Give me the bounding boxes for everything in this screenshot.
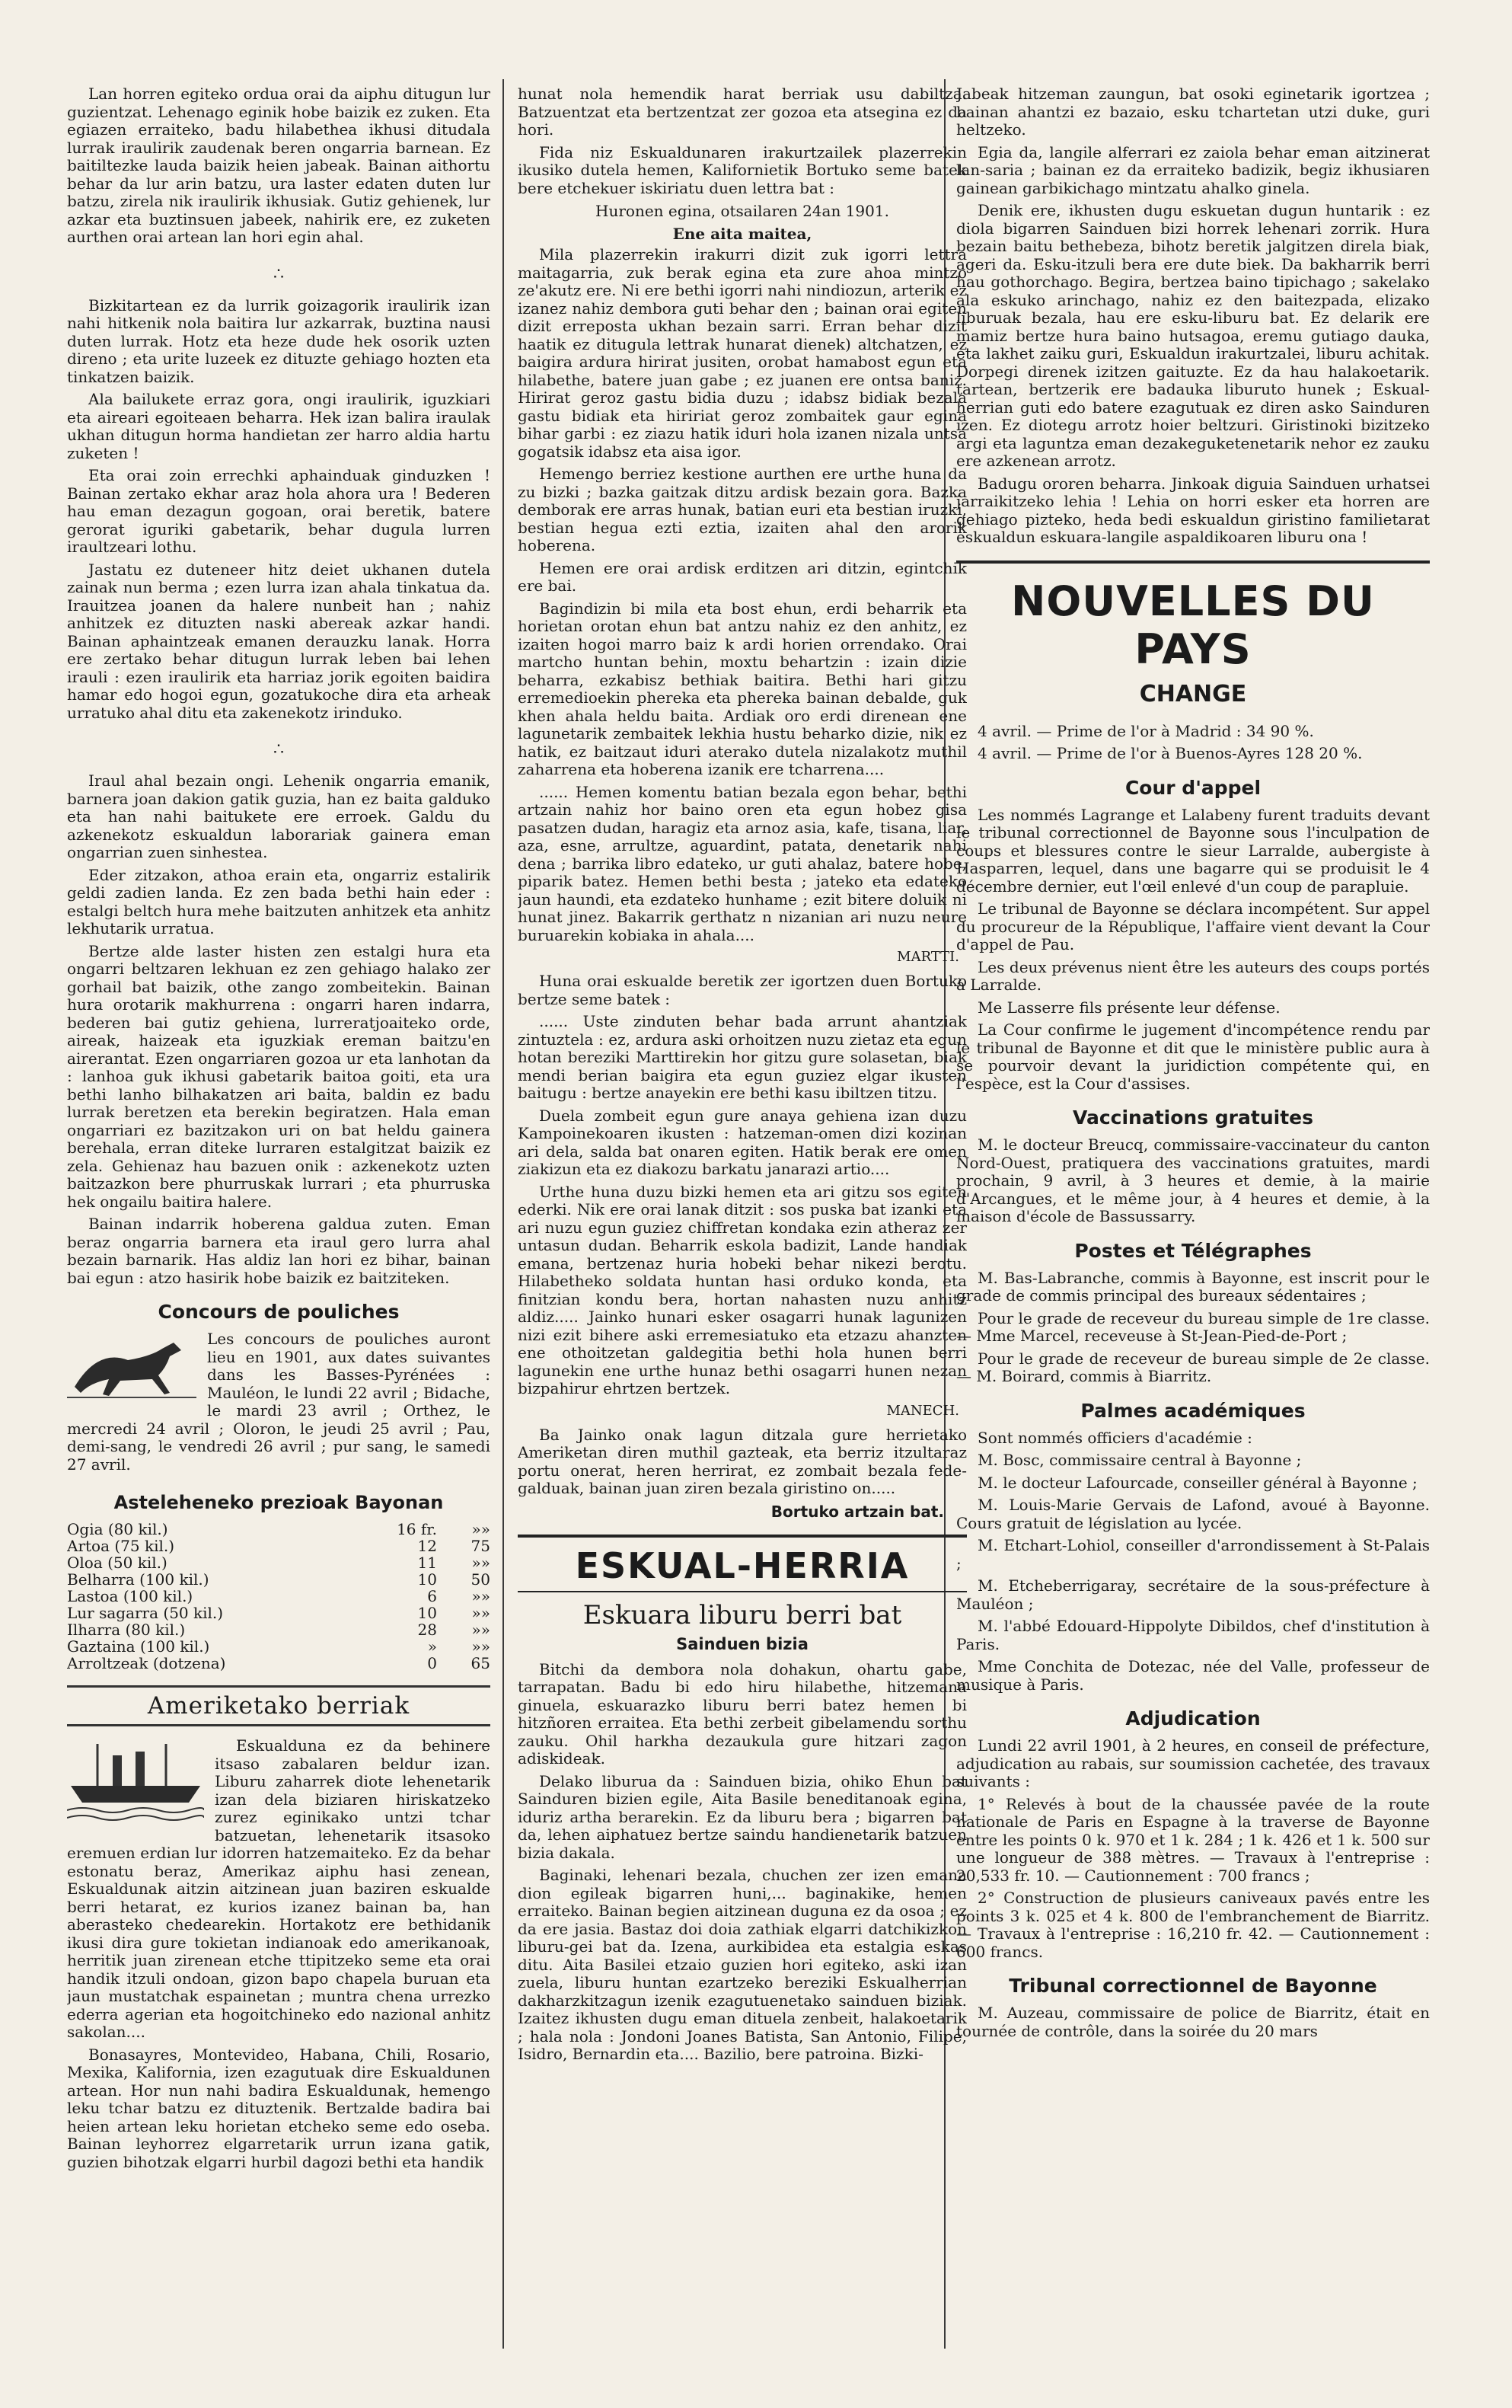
price-table [67, 1521, 490, 1672]
price-item: Gaztaina (100 kil.) [67, 1637, 210, 1656]
paragraph: Ala bailukete erraz gora, ongi iraulirik, iguzkiari eta aireari egoiteaen beharra. Hek izan balira iraulak ukhan ditugun horma handietan zer harro aldia hartu zuketen ! [67, 390, 490, 462]
price-row [67, 1588, 490, 1605]
price-cents: »» [471, 1604, 490, 1622]
price-row [67, 1605, 490, 1621]
paragraph: Urthe huna duzu bizki hemen eta ari gitzu sos egiten ederki. Nik ere orai lanak ditzit : sos puska bat izanki eta ari nuzu egun guziez chiffretan kondaka ezin atheraz zer untasun dudan. Beharrik eskola badizit, Lande handiak emana, bertzenaz huria hobeki behar nikezi berotu. Hilabetheko soldata huntan hasi orduko konda, eta finitzian kondu bera, hortan nahasten nuzu anhitz aldiz..... Jainko hunari esker osagarri hunak lagunizen nizi ezit bihere aski erremesiatuko eta etzazu ahanzten ene othoitzetan galdegitia bethi hola hunen berri lagunekin ene urthe hunaz bethi osagarri hunen nezan bizpahirur ehrtzen bertzek. [518, 1182, 967, 1397]
paragraph: Eta orai zoin errechki aphainduak ginduzken ! Bainan zertako ekhar araz hola ahora ura ! Bederen hau eman dezagun gogoan, orai beretik, batere gerorat iguriki gabetarik, behar dugula lurren iraultzeari lothu. [67, 466, 490, 556]
paragraph: Egia da, langile alferrari ez zaiola behar eman aitzinerat lan-saria ; bainan ez da erraiteko badizik, begiz ikhusiaren gainean garbikichago mintzatu ahalko ginela. [956, 142, 1430, 197]
adjudication-heading: Adjudication [1125, 1707, 1261, 1729]
paragraph: Baginaki, lehenari bezala, chuchen zer izen emana dion egileak bigarren huni,... baginakike, hemen erraiteko. Bainan begien aitzinean duguna ez da osoa ; ez da ere jasia. Bastaz doi doia zathiak elgarri datchikizkon liburu-gei bat da. Izena, aurkibidea eta estalgia eskas ditu. Aita Basilei etzaio guzien hori egiteko, aski izan zuela, liburu huntan ezartzeko bereziki Eskualherrian dakharzkitzagun izenik ezagutuenetako sainduen biziak. Izaitez ikhusten dugu eman dituela zenbeit, halakoetarik ; hala nola : Jondoni Joanes Batista, San Antonio, Filipe, Isidro, Bernardin eta.... Bazilio, bere patroina. Bizki- [518, 1866, 967, 2063]
paragraph: 4 avril. — Prime de l'or à Madrid : 34 90 %. [978, 721, 1314, 740]
price-value: 6 [427, 1587, 437, 1605]
paragraph: Bonasayres, Montevideo, Habana, Chili, Rosario, Mexika, Kalifornia, izen ezagutuak dire Eskualdunen artean. Hor nun nahi badira Eskualdunak, hemengo leku tchar batzu ez dituztenik. Bertzalde badira bai heien artean leku horietan etcheko seme edo oseba. Bainan leyhorrez elgarretarik urrun izana gatik, guzien bihotzak elgarri hurbil dagozi bethi eta handik [67, 2045, 490, 2171]
price-value: 0 [427, 1654, 437, 1672]
paragraph: M. Etchart-Lohiol, conseiller d'arrondissement à St-Palais ; [956, 1536, 1430, 1573]
price-row [67, 1638, 490, 1655]
price-item: Ilharra (80 kil.) [67, 1621, 186, 1639]
paragraph: Denik ere, ikhusten dugu eskuetan dugun huntarik : ez diola bigarren Sainduen bizi horrek lehenari zorrik. Hura bezain baitu bethebeza, bihotz beretik jalgitzen direla biak, ageri da. Esku-itzuli bera ere dute biek. Da bakharrik berri hau gothorchago. Begira, bertzea baino tipichago ; sakelako ala eskuko arinchago, nahiz ez den baitezpada, elizako liburuak bezala, hau ere esku-liburu bat. Ez delarik ere mamiz bertze hura baino hutsagoa, eremu gutiago dauka, eta lakhet zaiku guri, Eskualdun irakurtzalei, liburu achitak. Dorpegi direnek izitzen gaituzte. Ez da hau halakoetarik. tartean, bertzerik ere badauka liburuto hunek ; Eskual-herrian guti edo batere ezagutuak ez diren asko Sainduren izen. Ez diotegu arrotz hoier beltzuri. Giristinoki bizitzeko argi eta laguntza eman dezakeguketenetarik nehor ez zauku ere azkenean arrotz. [956, 201, 1430, 470]
section-heading: NOUVELLES DU PAYS [956, 560, 1430, 673]
paragraph: Bertze alde laster histen zen estalgi hura eta ongarri beltzaren lekhuan ez zen gehiago halako zer gorhail bat baizik, othe zango zombeitekin. Bainan hura orotarik makhurrena : ongarri haren indarra, bederen bai gutiz gehiena, lurreratjoaiteko orde, aireak, haizeak eta iguzkiak ereman baitzu'en airerantat. Ezen ongarriaren gozoa ur eta lanhotan da : lanhoa guk ikhusi gabetarik baitoa goiti, eta ura bethi lanho bilhakatzen ari baita, baldin ez badu lurrak beretzen eta berekin begiratzen. Hala eman ongarriari ez bazitzakon uri on bat heldu gainera berehala, erran diteke lurraren estalgitzat baizik ez zela. Gehienaz hau bazuen onik : azkenekotz uzten baitzazkon bere phurruskak lurrari ; eta phurruska hek ongailu baitira halere. [67, 941, 490, 1211]
prices-heading: Asteleheneko prezioak Bayonan [113, 1492, 444, 1513]
price-value: 28 [417, 1621, 437, 1639]
paragraph: Iraul ahal bezain ongi. Lehenik ongarria emanik, barnera joan dakion gatik guzia, han ez baita galduko eta han nahi baitukete ere erroek. Galdu du azkenekotz eskualdun laborariak gainera eman ongarrian zuen sinhestea. [67, 771, 490, 861]
price-row [67, 1655, 490, 1672]
ship-illustration [67, 1740, 204, 1827]
paragraph: La Cour confirme le jugement d'incompétence rendu par le tribunal de Bayonne et dit que le ministère public aura à se pourvoir devant la juridiction compétente qui, en l'espèce, est la Cour d'assises. [956, 1020, 1430, 1093]
price-cents: »» [471, 1637, 490, 1656]
price-item: Artoa (75 kil.) [67, 1537, 175, 1555]
paragraph: M. Etcheberrigaray, secrétaire de la sous-préfecture à Mauléon ; [956, 1576, 1430, 1613]
section-separator: ∴ [273, 740, 284, 759]
paragraph: Mme Conchita de Dotezac, née del Valle, professeur de musique à Paris. [956, 1657, 1430, 1694]
price-cents: 50 [471, 1570, 490, 1589]
signature: MARTTI. [897, 949, 959, 965]
paragraph: Les deux prévenus nient être les auteurs des coups portés à Larralde. [956, 957, 1430, 994]
paragraph: Bitchi da dembora nola dohakun, ohartu gabe, tarrapatan. Badu bi edo hiru hilabethe, hitzemana ginuela, eskuarazko liburu berri batez hemen bi hitzñoren erraitea. Eta bethi zerbeit gibelamendu sorthu zauku. Ohil harkha dezaukula gure hitzari zagon adiskideak. [518, 1659, 967, 1768]
paragraph: hunat nola hemendik harat berriak usu dabiltza. Batzuentzat eta bertzentzat zer gozoa eta atsegina ez da hori. [518, 85, 967, 139]
price-value: 10 [417, 1604, 437, 1622]
price-item: Belharra (100 kil.) [67, 1570, 209, 1589]
paragraph: Ba Jainko onak lagun ditzala gure herrietako Ameriketan diren muthil gazteak, eta berriz itzultaraz portu onerat, heren herrirat, ez zombait bezala fede-galduak, bainan juan ziren bezala giristino on..... [518, 1425, 967, 1497]
paragraph: Le tribunal de Bayonne se déclara incompétent. Sur appel du procureur de la République, l'affaire vient devant la Cour d'appel de Pau. [956, 899, 1430, 953]
paragraph: 1° Relevés à bout de la chaussée pavée de la route nationale de Paris en Espagne à la traverse de Bayonne entre les points 0 k. 970 et 1 k. 284 ; 1 k. 426 et 1 k. 500 sur une longueur de 388 mètres. — Travaux à l'entreprise : 20,533 fr. 10. — Cautionnement : 700 francs ; [956, 1794, 1430, 1885]
price-cents: »» [471, 1520, 490, 1538]
price-value: 10 [417, 1570, 437, 1589]
change-heading: CHANGE [1139, 680, 1247, 707]
price-item: Lur sagarra (50 kil.) [67, 1604, 224, 1622]
price-value: 11 [417, 1554, 437, 1572]
paragraph: Badugu ororen beharra. Jinkoak diguia Sainduen urhatsei jarraikitzeko lehia ! Lehia on horri esker eta horren are gehiago pizteko, heda bedi eskualdun giristino familietarat eskualdun eskuara-langile aspaldikoaren liburu ona ! [956, 474, 1430, 546]
paragraph: Pour le grade de receveur de bureau simple de 2e classe. — M. Boirard, commis à Biarritz. [956, 1349, 1430, 1385]
paragraph: Jabeak hitzeman zaungun, bat osoki eginetarik igortzea ; bainan ahantzi ez bazaio, esku tchartetan utzi duke, guri heltzeko. [956, 85, 1430, 139]
paragraph: M. le docteur Breucq, commissaire-vaccinateur du canton Nord-Ouest, pratiquera des vaccinations gratuites, mardi prochain, 9 avril, à 3 heures et demie, à la mairie d'Arcangues, et le même jour, à 4 heures et demie, à la maison d'école de Bassussarry. [956, 1135, 1430, 1225]
concours-text: Les concours de pouliches auront lieu en 1901, aux dates suivantes dans les Basses-Pyrénées : Mauléon, le lundi 22 avril ; Bidache, le mardi 23 avril ; Orthez, le mercredi 24 avril ; Oloron, le jeudi 25 avril ; Pau, demi-sang, le vendredi 26 avril ; pur sang, le samedi 27 avril. [67, 1330, 490, 1474]
vaccinations-heading: Vaccinations gratuites [1072, 1107, 1313, 1129]
paragraph: Jastatu ez duteneer hitz deiet ukhanen dutela zainak nun berma ; ezen lurra izan ahala tinkatua da. Irauitzea joanen da halere nunbeit han ; nahiz anhitzek ez dituzten naski abereak azkar handi. Bainan aphaintzeak emanen derauzku lanak. Horra ere zertako behar ditugun lurrak leben bai lehen irauli : ezen iraulirik eta harriaz jorik egoiten baidira hamar edo hogoi egun, gozatukoche dira eta arheak urratuko ahal ditu eta zakenekotz irinduko. [67, 560, 490, 722]
price-cents: »» [471, 1554, 490, 1572]
signature: Bortuko artzain bat. [770, 1502, 944, 1521]
paragraph: Pour le grade de receveur du bureau simple de 1re classe. — Mme Marcel, receveuse à St-Jean-Pied-de-Port ; [956, 1308, 1430, 1345]
paragraph: 4 avril. — Prime de l'or à Buenos-Ayres 128 20 %. [978, 744, 1363, 762]
paragraph: Huna orai eskualde beretik zer igortzen duen Bortuko bertze seme batek : [518, 972, 967, 1008]
section-separator: ∴ [273, 264, 284, 284]
paragraph: Hemengo berriez kestione aurthen ere urthe huna da zu bizki ; bazka gaitzak ditzu ardisk bezain gora. Bazka demborak ere arras hunak, batian euri eta bestian iruzki, bestian hegua ezti eztia, izaiten ahal den arorik hoberena. [518, 465, 967, 554]
paragraph: Lundi 22 avril 1901, à 2 heures, en conseil de préfecture, adjudication au rabais, sur soumission cachetée, des travaux suivants : [956, 1736, 1430, 1790]
price-cents: »» [471, 1621, 490, 1639]
paragraph: M. Bosc, commissaire central à Bayonne ; [978, 1451, 1302, 1469]
price-item: Oloa (50 kil.) [67, 1554, 167, 1572]
column-3 [956, 85, 1430, 2045]
article-title: Eskuara liburu berri bat [582, 1599, 902, 1630]
article-subtitle: Sainduen bizia [676, 1634, 809, 1653]
paragraph: Hemen ere orai ardisk erditzen ari ditzin, egintchik ere bai. [518, 558, 967, 595]
horse-illustration [67, 1333, 196, 1405]
postes-heading: Postes et Télégraphes [1074, 1239, 1312, 1262]
paragraph: Mila plazerrekin irakurri dizit zuk igorri lettra maitagarria, zuk berak egina eta zure ahoa mintzo ze'akutz ere. Ni ere bethi igorri nahi nindiozun, arterik ez izanez nahiz dembora guti behar den ; bainan orai egiten dizit erreposta ukhan bezain sarri. Erran behar dizit haatik ez ditugula lettrak hunarat dienek) altchatzen, ez baigira ardura hirirat jusiten, orobat hamabost egun eta hilabethe, batere juan gabe ; ez juanen ere ontsa baniz. Hirirat geroz gastu bidia duzu ; idabsz bidiak bezala gastu bidiak eta hiririat geroz zombaitek gaur egina bihar garbi : ez ziazu hatik iduri hola izanen nizala untsa gogatsik idabsz eta aisa igor. [518, 245, 967, 461]
paragraph: M. l'abbé Edouard-Hippolyte Dibildos, chef d'institution à Paris. [956, 1617, 1430, 1653]
paragraph: Me Lasserre fils présente leur défense. [978, 998, 1281, 1017]
price-item: Ogia (80 kil.) [67, 1520, 168, 1538]
letter-date: Huronen egina, otsailaren 24an 1901. [595, 202, 889, 220]
paragraph: Bagindizin bi mila eta bost ehun, erdi beharrik eta horietan orotan ehun bat antzu nahiz ez den anhitz, ez izaiten hogoi marro baiz k ardi horien orrendako. Orai martcho huntan behin, moxtu behartzin : izain dizie beharra, ezkabisz bethiak baitira. Bethi hari gitzu erremedioekin phereka eta phereka bainan debalde, guk khen ahala heldu baita. Ardiak oro erdi direnean ene lagunetarik zembaitek lekhia hustu beharko dizie, nik ez hatik, ez baitzaut iduri aterako dutela nizalakotz muthil zaharrena eta hoberena izanik ere tcharrena.... [518, 599, 967, 778]
letter-greeting: Ene aita maitea, [672, 225, 812, 243]
paragraph: Sont nommés officiers d'académie : [978, 1428, 1252, 1447]
eskual-herria-banner: ESKUAL-HERRIA [518, 1535, 967, 1592]
paragraph: Les nommés Lagrange et Lalabeny furent traduits devant le tribunal correctionnel de Bayonne sous l'inculpation de coups et blessures contre le sieur Larralde, aubergiste à Hasparren, lequel, dans une bagarre qui se produisit le 4 décembre dernier, eut l'œil enlevé d'un coup de parapluie. [956, 805, 1430, 896]
column-rule [502, 79, 504, 2349]
paragraph: M. Louis-Marie Gervais de Lafond, avoué à Bayonne. Cours gratuit de législation au lycée. [956, 1496, 1430, 1532]
paragraph: 2° Construction de plusieurs caniveaux pavés entre les points 3 k. 025 et 4 k. 800 de l'embranchement de Biarritz. — Travaux à l'entreprise : 16,210 fr. 42. — Cautionnement : 600 francs. [956, 1889, 1430, 1961]
price-value: » [427, 1637, 437, 1656]
column-2 [518, 85, 967, 2068]
price-row [67, 1554, 490, 1571]
price-row [67, 1521, 490, 1538]
price-value: 12 [417, 1537, 437, 1555]
paragraph: M. Auzeau, commissaire de police de Biarritz, était en tournée de contrôle, dans la soirée du 20 mars [956, 2004, 1430, 2040]
price-value: 16 fr. [397, 1520, 437, 1538]
paragraph: Bizkitartean ez da lurrik goizagorik iraulirik izan nahi hitkenik nola baitira lur azkarrak, buztina nausi duten lurrak. Hotz eta heze dude hek osorik uzten direno ; eta urite luzeek ez dituzte gehiago hozten eta tinkatzen baizik. [67, 295, 490, 386]
price-item: Arroltzeak (dotzena) [67, 1654, 226, 1672]
cour-appel-heading: Cour d'appel [1124, 776, 1262, 799]
amerik-heading: Ameriketako berriak [67, 1685, 490, 1726]
price-item: Lastoa (100 kil.) [67, 1587, 193, 1605]
paragraph: M. Bas-Labranche, commis à Bayonne, est inscrit pour le grade de commis principal des bureaux sédentaires ; [956, 1268, 1430, 1305]
column-1 [67, 85, 490, 2176]
paragraph: ...... Uste zinduten behar bada arrunt ahantziak zintuztela : ez, ardura aski orhoitzen nuzu zietaz eta egun hotan bereziki Marttirekin hor gitzu gure solasetan, biak mendi berian baigira eta egun guziez elgar ikusten baitugu : bertze anayekin ere bethi kasu ibiltzen titzu. [518, 1012, 967, 1102]
paragraph: Lan horren egiteko ordua orai da aiphu ditugun lur guzientzat. Lehenago eginik hobe baizik ez zuken. Eta egiazen erraiteko, badu hilabethea ikhusi ditudala lurrak iraulirik zaudenak beren ongarria barnean. Ez baitiltezke lauda baizik heien jabeak. Bainan aithortu behar da lur arin batzu, ura laster edaten duten lur batzu, zirela nik iraulirik ikhusiak. Gutiz gehienek, lur azkar eta buztinsuen jabeek, nahirik ere, ez zuketen aurthen orai artean lan hori egin ahal. [67, 85, 490, 246]
price-cents: 65 [471, 1654, 490, 1672]
paragraph: Duela zombeit egun gure anaya gehiena izan duzu Kampoinekoaren ikusten : hatzeman-omen dizi kozinan ari dela, salda bat onaren egiten. Hatik berak ere omen ziakizun eta ez diakozu barkatu janarazi artio.... [518, 1106, 967, 1178]
price-cents: »» [471, 1587, 490, 1605]
paragraph: M. le docteur Lafourcade, conseiller général à Bayonne ; [978, 1473, 1418, 1492]
paragraph: Bainan indarrik hoberena galdua zuten. Eman beraz ongarria barnera eta iraul gero lurra ahal bezain barnarik. Has aldiz lan hori ez bihar, bainan bai egun : atzo hasirik hobe baizik ez baitziteken. [67, 1215, 490, 1287]
paragraph: Fida niz Eskualdunaren irakurtzailek plazerrekin ikusiko dutela hemen, Kalifornietik Bortuko seme batek bere etchekuer iskiriatu duen lettra bat : [518, 142, 967, 197]
price-cents: 75 [471, 1537, 490, 1555]
concours-heading: Concours de pouliches [158, 1301, 400, 1323]
tribunal-heading: Tribunal correctionnel de Bayonne [1009, 1975, 1377, 1997]
palmes-heading: Palmes académiques [1080, 1399, 1306, 1422]
price-row [67, 1621, 490, 1638]
price-row [67, 1538, 490, 1554]
paragraph: Eder zitzakon, athoa erain eta, ongarriz estalirik geldi zadien landa. Ez zen bada bethi hain eder : estalgi beltch hura mehe baitzuten anhitzek eta anhitz lekhutarik urratua. [67, 865, 490, 937]
paragraph: Eskualduna ez da behinere itsaso zabalaren beldur izan. Liburu zaharrek diote lehenetarik izan dela biziaren hiriskatzeko zurez eginikako untzi tchar batzuetan, lehenetarik itsasoko eremuen erdian lur idorren hatzemaiteko. Ez da behar estonatu beraz, Amerikaz aiphu hasi zenean, Eskualdunak aitzin aitzinean juan baziren eskualde berri hetarat, ez kurios izanez bainan ba, han aberasteko chedearekin. Hortakotz ere bethidanik ikusi dira gure tokietan indianoak edo amerikanoak, herritik juan zirenean etche ttipitzeko seme eta orai handik itzuli ondoan, gizon bapo chapela buruan eta jaun mustatchak espainetan ; muntra chena urrezko ederra agerian eta hogoitchineko edo nazional anhitz sakolan.... [67, 1736, 490, 2041]
paragraph: ...... Hemen komentu batian bezala egon behar, bethi artzain nahiz hor baino oren eta egun hobez gisa pasatzen dudan, haragiz eta arnoz asia, kafe, tisana, liar, aza, esne, arrultze, aguardint, patata, denetarik nahi dena ; barrika libro edateko, ur guti ahalaz, batere hobe, piparik batez. Hemen bethi besta ; jateko eta edateko jaun haundi, eta ezdateko hunhame ; ezit bitere doluik ni hunat jinez. Bakarrik gerthatz n nizanian ari nuzu neure buruarekin kobiaka in ahala.... [518, 782, 967, 944]
paragraph: Delako liburua da : Sainduen bizia, ohiko Ehun bat Sainduren bizien egile, Aita Basile beneditanoak egina, iduriz artha berarekin. Ez da liburu bera ; bigarren bat da, lehen aiphatuez bertze saindu handienetarik batzuen bizia dakala. [518, 1771, 967, 1862]
signature: MANECH. [886, 1402, 959, 1419]
price-row [67, 1571, 490, 1588]
